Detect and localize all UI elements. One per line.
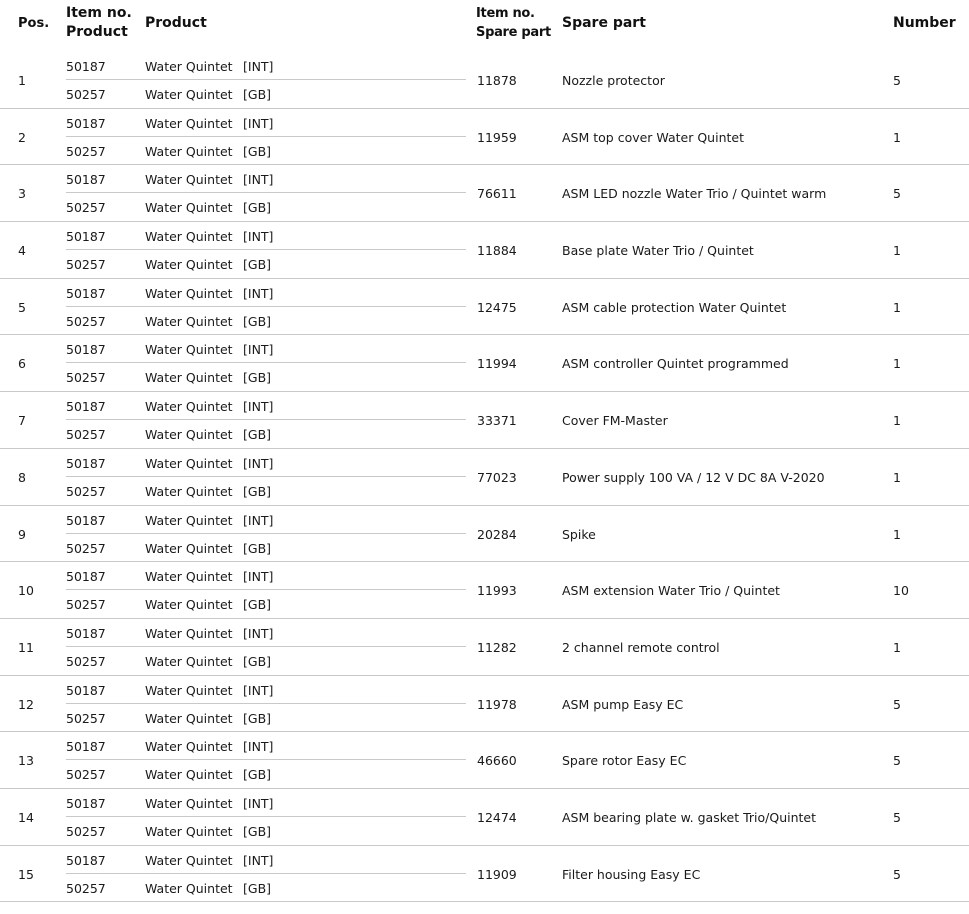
product-name: Water Quintet (145, 795, 233, 811)
product-item-no: 50187 (66, 455, 106, 471)
header-item-spare-line1: Item no. (476, 6, 535, 21)
spare-item-no: 11994 (477, 356, 517, 372)
product-name: Water Quintet (145, 739, 233, 755)
product-region: [GB] (243, 540, 272, 556)
table-row (0, 732, 969, 789)
product-item-no: 50257 (66, 653, 106, 669)
header-number: Number (893, 15, 956, 31)
spare-item-no: 46660 (477, 753, 517, 769)
spare-part-name: Spike (562, 526, 596, 542)
product-item-no: 50187 (66, 512, 106, 528)
product-variant (66, 392, 466, 420)
spare-quantity: 1 (893, 413, 901, 429)
spare-quantity: 1 (893, 356, 901, 372)
product-variant (66, 165, 466, 193)
spare-part-name: Base plate Water Trio / Quintet (562, 243, 754, 259)
product-name: Water Quintet (145, 172, 233, 188)
row-pos: 12 (18, 696, 34, 712)
table-row (0, 335, 969, 392)
product-variant (66, 420, 466, 448)
product-name: Water Quintet (145, 229, 233, 245)
product-name: Water Quintet (145, 285, 233, 301)
product-variant (66, 335, 466, 363)
product-variant (66, 449, 466, 477)
spare-quantity: 1 (893, 639, 901, 655)
table-row (0, 506, 969, 563)
spare-quantity: 1 (893, 243, 901, 259)
table-row (0, 789, 969, 846)
product-item-no: 50187 (66, 172, 106, 188)
product-name: Water Quintet (145, 370, 233, 386)
product-variant (66, 562, 466, 590)
table-row (0, 619, 969, 676)
product-region: [GB] (243, 87, 272, 102)
header-item-spare (476, 4, 551, 42)
product-variant (66, 676, 466, 704)
spare-item-no: 12474 (477, 809, 517, 825)
product-region: [GB] (243, 653, 272, 669)
spare-part-name: ASM top cover Water Quintet (562, 129, 744, 145)
spare-part-name: Power supply 100 VA / 12 V DC 8A V-2020 (562, 469, 825, 485)
spare-item-no: 76611 (477, 186, 517, 202)
product-item-no: 50257 (66, 767, 106, 783)
row-pos: 14 (18, 809, 34, 825)
product-region: [INT] (243, 795, 274, 811)
product-item-no: 50257 (66, 313, 106, 329)
product-item-no: 50187 (66, 682, 106, 698)
table-row (0, 562, 969, 619)
product-variant (66, 846, 466, 874)
product-region: [INT] (243, 682, 274, 698)
product-region: [INT] (243, 172, 274, 188)
product-variant (66, 363, 466, 391)
product-item-no: 50187 (66, 399, 106, 415)
product-region: [INT] (243, 852, 274, 868)
spare-quantity: 5 (893, 186, 901, 202)
product-name: Water Quintet (145, 569, 233, 585)
product-region: [INT] (243, 739, 274, 755)
product-item-no: 50187 (66, 795, 106, 811)
product-name: Water Quintet (145, 143, 233, 159)
spare-quantity: 1 (893, 299, 901, 315)
product-name: Water Quintet (145, 512, 233, 528)
product-region: [GB] (243, 823, 272, 839)
table-row (0, 52, 969, 109)
spare-parts-table (0, 52, 969, 902)
product-name: Water Quintet (145, 625, 233, 641)
product-item-no: 50257 (66, 257, 106, 273)
product-name: Water Quintet (145, 483, 233, 499)
product-region: [INT] (243, 59, 274, 74)
spare-part-name: 2 channel remote control (562, 639, 720, 655)
table-row (0, 109, 969, 166)
product-name: Water Quintet (145, 200, 233, 216)
product-variant (66, 222, 466, 250)
row-pos: 1 (18, 73, 26, 88)
spare-part-name: ASM LED nozzle Water Trio / Quintet warm (562, 186, 827, 202)
product-region: [GB] (243, 370, 272, 386)
product-region: [GB] (243, 767, 272, 783)
product-name: Water Quintet (145, 653, 233, 669)
product-region: [GB] (243, 200, 272, 216)
product-item-no: 50257 (66, 370, 106, 386)
product-name: Water Quintet (145, 59, 233, 74)
row-pos: 9 (18, 526, 26, 542)
spare-part-name: ASM cable protection Water Quintet (562, 299, 787, 315)
spare-part-name: ASM bearing plate w. gasket Trio/Quintet (562, 809, 817, 825)
row-pos: 2 (18, 129, 26, 145)
table-row (0, 165, 969, 222)
product-name: Water Quintet (145, 313, 233, 329)
product-region: [GB] (243, 257, 272, 273)
header-pos: Pos. (18, 16, 50, 31)
table-row (0, 846, 969, 903)
product-variant (66, 647, 466, 675)
product-item-no: 50257 (66, 710, 106, 726)
product-name: Water Quintet (145, 342, 233, 358)
table-row (0, 392, 969, 449)
product-item-no: 50187 (66, 229, 106, 245)
spare-item-no: 20284 (477, 526, 517, 542)
header-item-product (66, 4, 132, 42)
product-region: [GB] (243, 710, 272, 726)
product-variant (66, 534, 466, 562)
spare-quantity: 5 (893, 696, 901, 712)
product-item-no: 50187 (66, 569, 106, 585)
spare-quantity: 10 (893, 583, 909, 599)
product-item-no: 50187 (66, 115, 106, 131)
spare-quantity: 1 (893, 526, 901, 542)
row-pos: 10 (18, 583, 34, 599)
product-variant (66, 590, 466, 618)
product-name: Water Quintet (145, 115, 233, 131)
product-name: Water Quintet (145, 540, 233, 556)
spare-quantity: 5 (893, 753, 901, 769)
product-variant (66, 52, 466, 80)
product-name: Water Quintet (145, 682, 233, 698)
header-product: Product (145, 15, 207, 31)
product-name: Water Quintet (145, 257, 233, 273)
row-pos: 8 (18, 469, 26, 485)
row-pos: 7 (18, 413, 26, 429)
row-pos: 11 (18, 639, 34, 655)
product-name: Water Quintet (145, 399, 233, 415)
spare-item-no: 12475 (477, 299, 517, 315)
product-name: Water Quintet (145, 880, 233, 896)
header-spare-part: Spare part (562, 15, 646, 31)
header-item-product-line1: Item no. (66, 5, 132, 21)
product-region: [GB] (243, 483, 272, 499)
row-pos: 5 (18, 299, 26, 315)
product-item-no: 50187 (66, 285, 106, 301)
spare-item-no: 11884 (477, 243, 517, 259)
product-name: Water Quintet (145, 455, 233, 471)
product-region: [GB] (243, 880, 272, 896)
product-region: [INT] (243, 625, 274, 641)
product-name: Water Quintet (145, 710, 233, 726)
spare-item-no: 33371 (477, 413, 517, 429)
product-variant (66, 80, 466, 108)
product-region: [INT] (243, 399, 274, 415)
product-region: [INT] (243, 229, 274, 245)
product-variant (66, 193, 466, 221)
product-variant (66, 506, 466, 534)
product-region: [INT] (243, 115, 274, 131)
product-item-no: 50257 (66, 200, 106, 216)
spare-item-no: 11978 (477, 696, 517, 712)
spare-part-name: Filter housing Easy EC (562, 866, 701, 882)
spare-item-no: 11909 (477, 866, 517, 882)
product-variant (66, 477, 466, 505)
row-pos: 3 (18, 186, 26, 202)
product-region: [GB] (243, 597, 272, 613)
product-name: Water Quintet (145, 597, 233, 613)
row-pos: 13 (18, 753, 34, 769)
product-item-no: 50187 (66, 625, 106, 641)
spare-item-no: 11993 (477, 583, 517, 599)
spare-part-name: Cover FM-Master (562, 413, 668, 429)
product-name: Water Quintet (145, 852, 233, 868)
row-pos: 4 (18, 243, 26, 259)
product-name: Water Quintet (145, 427, 233, 443)
spare-quantity: 5 (893, 73, 901, 88)
product-variant (66, 732, 466, 760)
product-item-no: 50187 (66, 342, 106, 358)
product-item-no: 50187 (66, 852, 106, 868)
header-item-product-line2: Product (66, 24, 128, 40)
product-item-no: 50187 (66, 739, 106, 755)
product-region: [GB] (243, 427, 272, 443)
product-name: Water Quintet (145, 87, 233, 102)
product-region: [INT] (243, 512, 274, 528)
product-item-no: 50257 (66, 427, 106, 443)
product-region: [GB] (243, 313, 272, 329)
row-pos: 15 (18, 866, 34, 882)
spare-quantity: 5 (893, 809, 901, 825)
product-item-no: 50257 (66, 823, 106, 839)
product-item-no: 50257 (66, 880, 106, 896)
product-item-no: 50187 (66, 59, 106, 74)
product-variant (66, 760, 466, 788)
product-variant (66, 817, 466, 845)
product-region: [INT] (243, 342, 274, 358)
spare-quantity: 1 (893, 469, 901, 485)
spare-part-name: ASM controller Quintet programmed (562, 356, 789, 372)
product-item-no: 50257 (66, 540, 106, 556)
product-region: [GB] (243, 143, 272, 159)
table-row (0, 676, 969, 733)
product-name: Water Quintet (145, 823, 233, 839)
spare-part-name: ASM extension Water Trio / Quintet (562, 583, 780, 599)
product-variant (66, 874, 466, 902)
spare-item-no: 11959 (477, 129, 517, 145)
spare-item-no: 11878 (477, 73, 517, 88)
product-variant (66, 137, 466, 165)
spare-part-name: Spare rotor Easy EC (562, 753, 687, 769)
spare-part-name: ASM pump Easy EC (562, 696, 684, 712)
product-variant (66, 619, 466, 647)
spare-part-name: Nozzle protector (562, 73, 665, 88)
row-pos: 6 (18, 356, 26, 372)
spare-quantity: 1 (893, 129, 901, 145)
product-name: Water Quintet (145, 767, 233, 783)
table-row (0, 222, 969, 279)
product-region: [INT] (243, 569, 274, 585)
product-variant (66, 109, 466, 137)
header-item-spare-line2: Spare part (476, 25, 551, 40)
product-variant (66, 279, 466, 307)
product-item-no: 50257 (66, 597, 106, 613)
product-variant (66, 789, 466, 817)
table-row (0, 449, 969, 506)
product-variant (66, 307, 466, 335)
table-header (0, 0, 969, 52)
product-region: [INT] (243, 455, 274, 471)
spare-item-no: 11282 (477, 639, 517, 655)
product-variant (66, 704, 466, 732)
product-variant (66, 250, 466, 278)
spare-item-no: 77023 (477, 469, 517, 485)
product-item-no: 50257 (66, 87, 106, 102)
spare-quantity: 5 (893, 866, 901, 882)
table-row (0, 279, 969, 336)
product-item-no: 50257 (66, 143, 106, 159)
product-region: [INT] (243, 285, 274, 301)
product-item-no: 50257 (66, 483, 106, 499)
